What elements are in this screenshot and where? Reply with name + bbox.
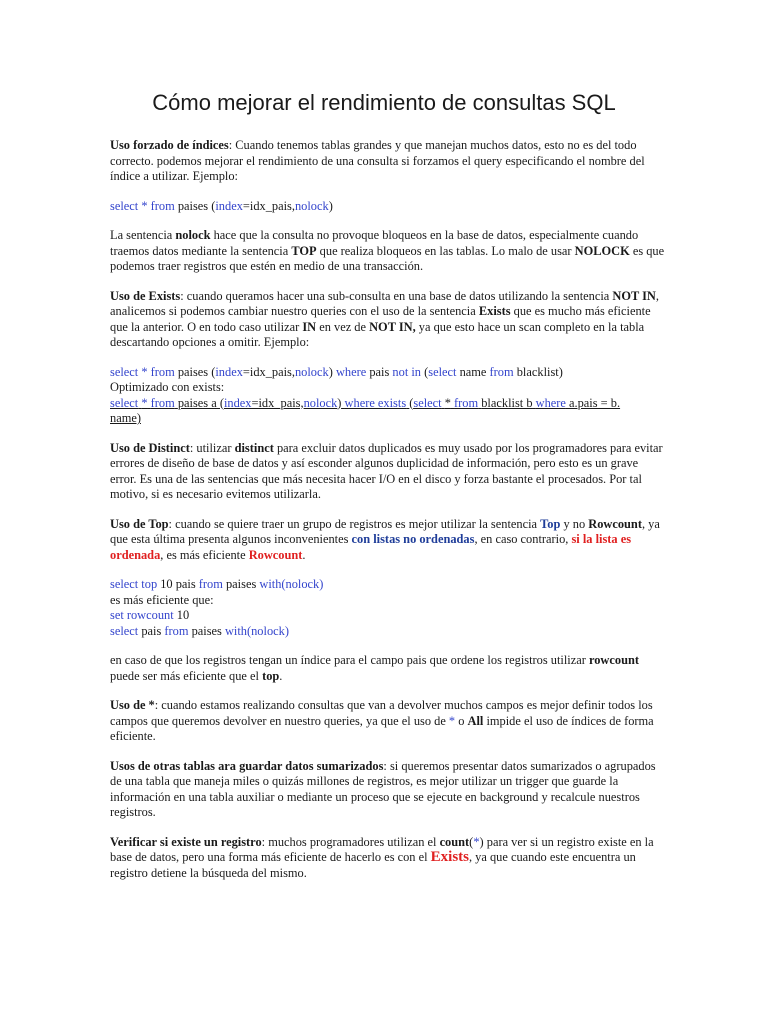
heading-forced-index: Uso forzado de índices	[110, 138, 229, 152]
section-top: Uso de Top: cuando se quiere traer un grupo de registros es mejor utilizar la sentencia Top y no Rowcount, ya que esta última presenta algunos inconvenientes con listas no ordenadas, en caso contrario, si la lista es ordenada, es más eficiente Rowcount.	[110, 516, 660, 562]
heading-summary-tables: Usos de otras tablas ara guardar datos sumarizados	[110, 758, 384, 773]
code-example-3: select * from paises a (index=idx_pais,nolock) where exists (select * from blacklist b where a.pais = b. name)	[110, 395, 621, 425]
section-star: Uso de *: cuando estamos realizando consultas que van a devolver muchos campos es mejor definir todos los campos que queremos devolver en nuestro queries, ya que el uso de * o All impide el uso de índices de forma eficiente.	[110, 698, 654, 743]
document-body	[110, 138, 665, 881]
page-title: Cómo mejorar el rendimiento de consultas SQL	[152, 90, 616, 115]
section-distinct: Uso de Distinct: utilizar distinct para excluir datos duplicados es muy usado por los programadores para evitar errores de diseño de base de datos y así esconder algunos duplicidad de información, pero esto es un grave error. Es una de las sentencias que más necesita hacer I/O en el disco y forza bastante el procesados. Por tal motivo, si es necesario evitemos utilizarla.	[110, 440, 663, 501]
code-example-2: select * from paises (index=idx_pais,nolock) where pais not in (select name from blacklist) Optimizado con exists: select * from paises a (index=idx_pais,nolock) where exists (select * from blacklist b where a.pais = b. name)	[110, 364, 621, 425]
section-forced-index: Uso forzado de índices: Cuando tenemos tablas grandes y que manejan muchos datos, esto no es del todo correcto. podemos mejorar el rendimiento de una consulta si forzamos el query especificando el nombre del índice a utilizar. Ejemplo:	[110, 138, 645, 183]
section-exists: Uso de Exists: cuando queramos hacer una sub-consulta en una base de datos utilizando la sentencia NOT IN, analicemos si podemos cambiar nuestro queries con el uso de la sentencia Exists que es mucho más eficiente que la anterior. O en todo caso utilizar IN en vez de NOT IN, ya que esto hace un scan completo en la tabla descartando opciones a omitir. Ejemplo:	[110, 288, 659, 349]
heading-top: Uso de Top	[110, 516, 169, 531]
code-example-4: select top 10 pais from paises with(nolock) es más eficiente que: set rowcount 10 select pais from paises with(nolock)	[110, 577, 324, 638]
code-example-1: select * from paises (index=idx_pais,nolock)	[110, 198, 333, 213]
section-summary-tables: Usos de otras tablas ara guardar datos sumarizados: si queremos presentar datos sumarizados o agrupados de una tabla que maneja miles o quizás millones de registros, es mejor utilizar un trigger que guarde la información en una tabla auxiliar o mediante un proceso que se ejecute en background y recalcule nuestros registros.	[110, 758, 656, 819]
heading-exists-check: Verificar si existe un registro	[110, 834, 262, 849]
section-rowcount-note: en caso de que los registros tengan un índice para el campo pais que ordene los registros utilizar rowcount puede ser más eficiente que el top.	[110, 653, 639, 683]
heading-star: Uso de *	[110, 698, 155, 712]
section-nolock: La sentencia nolock hace que la consulta no provoque bloqueos en la base de datos, especialmente cuando traemos datos mediante la sentencia TOP que realiza bloqueos en las tablas. Lo malo de usar NOLOCK es que podemos traer registros que estén en medio de una transacción.	[110, 228, 665, 273]
heading-distinct: Uso de Distinct	[110, 440, 190, 455]
heading-exists: Uso de Exists	[110, 288, 181, 303]
section-exists-check: Verificar si existe un registro: muchos programadores utilizan el count(*) para ver si un registro existe en la base de datos, pero una forma más eficiente de hacerlo es con el Exists, ya que cuando este encuentra un registro detiene la búsqueda del mismo.	[110, 834, 654, 880]
